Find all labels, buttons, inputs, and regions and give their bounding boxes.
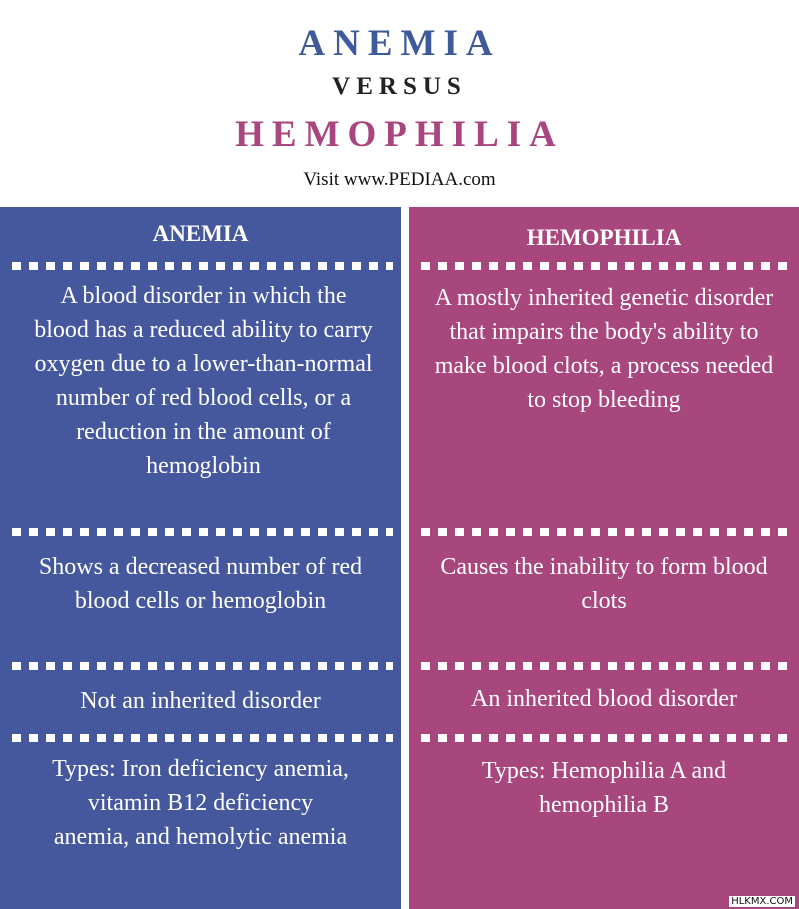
row-divider	[12, 528, 393, 536]
hemophilia-clots: Causes the inability to form blood clots	[440, 554, 768, 614]
anemia-column	[0, 207, 401, 909]
row-divider	[12, 734, 393, 742]
row-divider	[12, 662, 393, 670]
row-divider	[421, 528, 791, 536]
hemophilia-types: Types: Hemophilia A and hemophilia B	[481, 758, 727, 818]
row-divider	[421, 662, 791, 670]
hemophilia-inheritance: An inherited blood disorder	[471, 686, 737, 712]
watermark: HLKMX.COM	[731, 896, 793, 907]
anemia-definition: A blood disorder in which the blood has a reduced ability to carry oxygen due to a lower-than-normal number of red blood cells, or a reduction in the amount of hemoglobin	[34, 283, 373, 479]
anemia-heading: ANEMIA	[152, 221, 249, 246]
hemophilia-heading: HEMOPHILIA	[526, 225, 682, 250]
row-divider	[421, 262, 791, 270]
anemia-inheritance: Not an inherited disorder	[80, 688, 321, 714]
title-versus: VERSUS	[332, 73, 467, 100]
title-block	[0, 0, 799, 205]
title-anemia: ANEMIA	[298, 23, 501, 64]
title-hemophilia: HEMOPHILIA	[235, 114, 564, 155]
row-divider	[421, 734, 791, 742]
anemia-types: Types: Iron deficiency anemia, vitamin B12 deficiency anemia, and hemolytic anemia	[52, 756, 349, 850]
visit-link[interactable]: Visit www.PEDIAA.com	[303, 169, 496, 190]
hemophilia-column	[409, 207, 799, 909]
row-divider	[12, 262, 393, 270]
anemia-cells: Shows a decreased number of red blood cells or hemoglobin	[38, 554, 363, 614]
hemophilia-definition: A mostly inherited genetic disorder that impairs the body's ability to make blood clots, a process needed to stop bleeding	[434, 285, 774, 413]
